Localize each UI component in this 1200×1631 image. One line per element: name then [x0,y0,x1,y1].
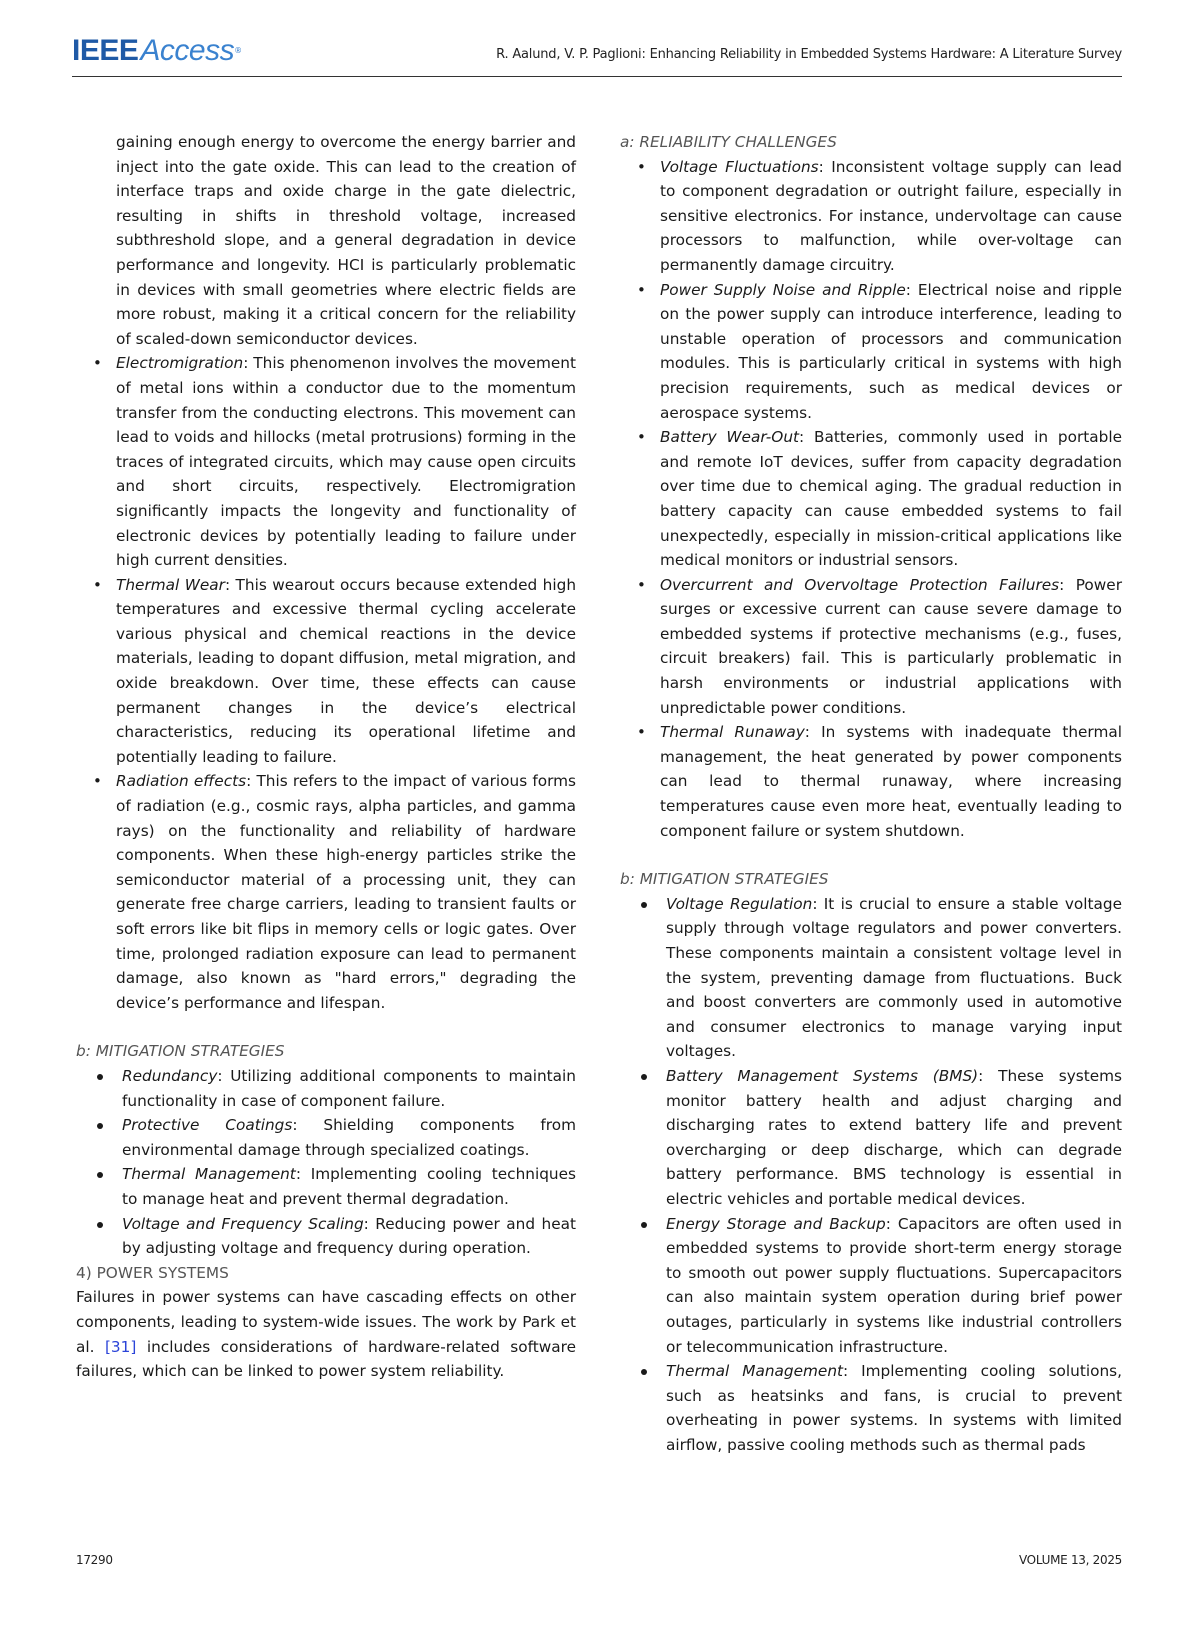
bullet-text: : This phenomenon involves the movement of metal ions within a conductor due to the momentum transfer from the conducting electrons. This movement can lead to voids and hillocks (metal protrusions) forming in the traces of integrated circuits, which may cause open circuits and short circuits, respectively. Electromigration significantly impacts the longevity and functionality of electronic devices by potentially leading to failure under high current densities. [116,354,576,570]
bullet-term: Thermal Management [666,1362,844,1381]
bullet-term: Energy Storage and Backup [666,1214,886,1233]
list-item-voltage-fluctuations [620,155,1122,278]
bullet-term: Battery Management Systems (BMS) [666,1066,979,1085]
bullet-text: : Capacitors are often used in embedded systems to provide short-term energy storage to smooth out power supply fluctuations. Supercapacitors can also maintain system operation during brief power outages, particularly in systems like industrial controllers or telecommunication infrastructure. [666,1214,1122,1356]
citation-link[interactable]: [31] [104,1337,137,1356]
bullet-text: : Power surges or excessive current can cause severe damage to embedded systems if protective mechanisms (e.g., fuses, circuit breakers) fail. This is particularly problematic in harsh environments or industrial applications with unpredictable power conditions. [660,575,1122,717]
list-item-thermal-management-power [620,1359,1122,1457]
bullet-term: Protective Coatings [122,1116,293,1135]
trademark-icon: ® [234,46,242,55]
list-item-electromigration [76,351,576,572]
left-column [76,130,576,1384]
bullet-term: Power Supply Noise and Ripple [660,280,906,299]
bullet-text: : Inconsistent voltage supply can lead to component degradation or outright failure, especially in sensitive electronics. For instance, undervoltage can cause processors to malfunction, while over-voltage can permanently damage circuitry. [660,157,1122,274]
bullet-term: Radiation effects [116,772,247,791]
bullet-text: : Reducing power and heat by adjusting voltage and frequency during operation. [122,1214,576,1258]
section-heading-power-systems: 4) POWER SYSTEMS [76,1263,229,1282]
bullet-text: : In systems with inadequate thermal management, the heat generated by power components can lead to thermal runaway, where increasing temperatures cause even more heat, eventually leading to component failure or system shutdown. [660,723,1122,840]
bullet-text: : Implementing cooling techniques to manage heat and prevent thermal degradation. [122,1165,576,1208]
list-item-bms [620,1064,1122,1212]
bullet-text: : Implementing cooling solutions, such as heatsinks and fans, is crucial to prevent overheating in power systems. In systems with limited airflow, passive cooling methods such as thermal pads [666,1362,1122,1454]
challenges-list [620,155,1122,844]
list-item-protective-coatings [76,1113,576,1162]
bullet-term: Voltage and Frequency Scaling [122,1214,364,1233]
list-item-thermal-runaway [620,720,1122,843]
bullet-text: : Shielding components from environmental damage through specialized coatings. [122,1116,576,1159]
bullet-text: : This wearout occurs because extended high temperatures and excessive thermal cycling accelerate various physical and chemical reactions in the device materials, leading to dopant diffusion, metal migration, and oxide breakdown. Over time, these effects can cause permanent changes in the device’s electrical characteristics, reducing its operational lifetime and potentially leading to failure. [116,575,577,766]
list-item-voltage-regulation [620,892,1122,1064]
bullet-text: : These systems monitor battery health and adjust charging and discharging rates to extend battery life and prevent overcharging or deep discharge, which can degrade battery performance. BMS technology is essential in electric vehicles and portable medical devices. [666,1066,1122,1208]
mitigation-list [76,1064,576,1261]
subsection-heading-challenges: a: RELIABILITY CHALLENGES [620,133,837,151]
logo-access-text: Access [140,34,235,67]
continued-paragraph: gaining enough energy to overcome the energy barrier and inject into the gate oxide. This can lead to the creation of interface traps and oxide charge in the gate dielectric, resulting in shifts in threshold voltage, increased subthreshold slope, and a general degradation in device performance and longevity. HCI is particularly problematic in devices with small geometries where electric fields are more robust, making it a critical concern for the reliability of scaled-down semiconductor devices. [116,133,576,348]
bullet-text: : It is crucial to ensure a stable voltage supply through voltage regulators and power converters. These components maintain a consistent voltage level in the system, preventing damage from fluctuations. Buck and boost converters are commonly used in automotive and consumer electronics to manage varying input voltages. [666,894,1122,1061]
page-number: 17290 [76,1553,113,1567]
list-item-redundancy [76,1064,576,1113]
bullet-term: Thermal Runaway [660,723,805,742]
bullet-term: Overcurrent and Overvoltage Protection Failures [660,575,1060,594]
bullet-text: : This refers to the impact of various forms of radiation (e.g., cosmic rays, alpha particles, and gamma rays) on the functionality and reliability of hardware components. When these high-energy particles strike the semiconductor material of a processing unit, they can generate free charge carriers, leading to transient faults or soft errors like bit flips in memory cells or logic gates. Over time, prolonged radiation exposure can lead to permanent damage, also known as "hard errors," degrading the device’s performance and lifespan. [116,772,577,1012]
bullet-term: Battery Wear-Out [660,428,800,447]
bullet-term: Redundancy [122,1066,218,1085]
subsection-heading-mitigation: b: MITIGATION STRATEGIES [620,870,829,889]
bullet-term: Thermal Management [122,1165,296,1184]
power-systems-paragraph [76,1285,576,1383]
right-column [620,130,1122,1457]
bullet-text: : Batteries, commonly used in portable and remote IoT devices, suffer from capacity degradation over time due to chemical aging. The gradual reduction in battery capacity can cause embedded systems to fail unexpectedly, especially in mission-critical applications like medical monitors or industrial sensors. [660,428,1122,570]
list-item-energy-storage [620,1212,1122,1360]
power-mitigation-list [620,892,1122,1458]
paragraph-text: Failures in power systems can have cascading effects on other components, leading to system-wide issues. The work by Park et al. [76,1288,576,1356]
list-item-protection-failures [620,573,1122,721]
ieee-access-logo [72,34,242,68]
bullet-text: : Electrical noise and ripple on the power supply can introduce interference, leading to unstable operation of processors and communication modules. This is particularly critical in systems with high precision requirements, such as medical devices or aerospace systems. [660,280,1123,422]
bullet-term: Voltage Regulation [666,894,813,913]
subsection-heading-mitigation: b: MITIGATION STRATEGIES [76,1042,285,1061]
list-item-thermal-management [76,1162,576,1211]
page-header [72,30,1122,77]
logo-ieee-text: IEEE [72,34,139,67]
list-item-radiation-effects [76,769,576,1015]
bullet-term: Voltage Fluctuations [660,157,819,176]
list-item-battery-wear-out [620,425,1122,573]
list-item-voltage-frequency-scaling [76,1212,576,1261]
bullet-text: : Utilizing additional components to maintain functionality in case of component failure. [122,1066,576,1110]
bullet-term: Thermal Wear [116,575,225,594]
list-item-power-supply-noise [620,278,1122,426]
paragraph-text: includes considerations of hardware-related software failures, which can be linked to power system reliability. [76,1337,576,1381]
running-title: R. Aalund, V. P. Paglioni: Enhancing Reliability in Embedded Systems Hardware: A Literature Survey [496,47,1122,62]
volume-label: VOLUME 13, 2025 [1018,1553,1122,1567]
failure-mechanisms-list [76,351,576,1015]
list-item-thermal-wear [76,573,576,770]
bullet-term: Electromigration [116,354,244,373]
